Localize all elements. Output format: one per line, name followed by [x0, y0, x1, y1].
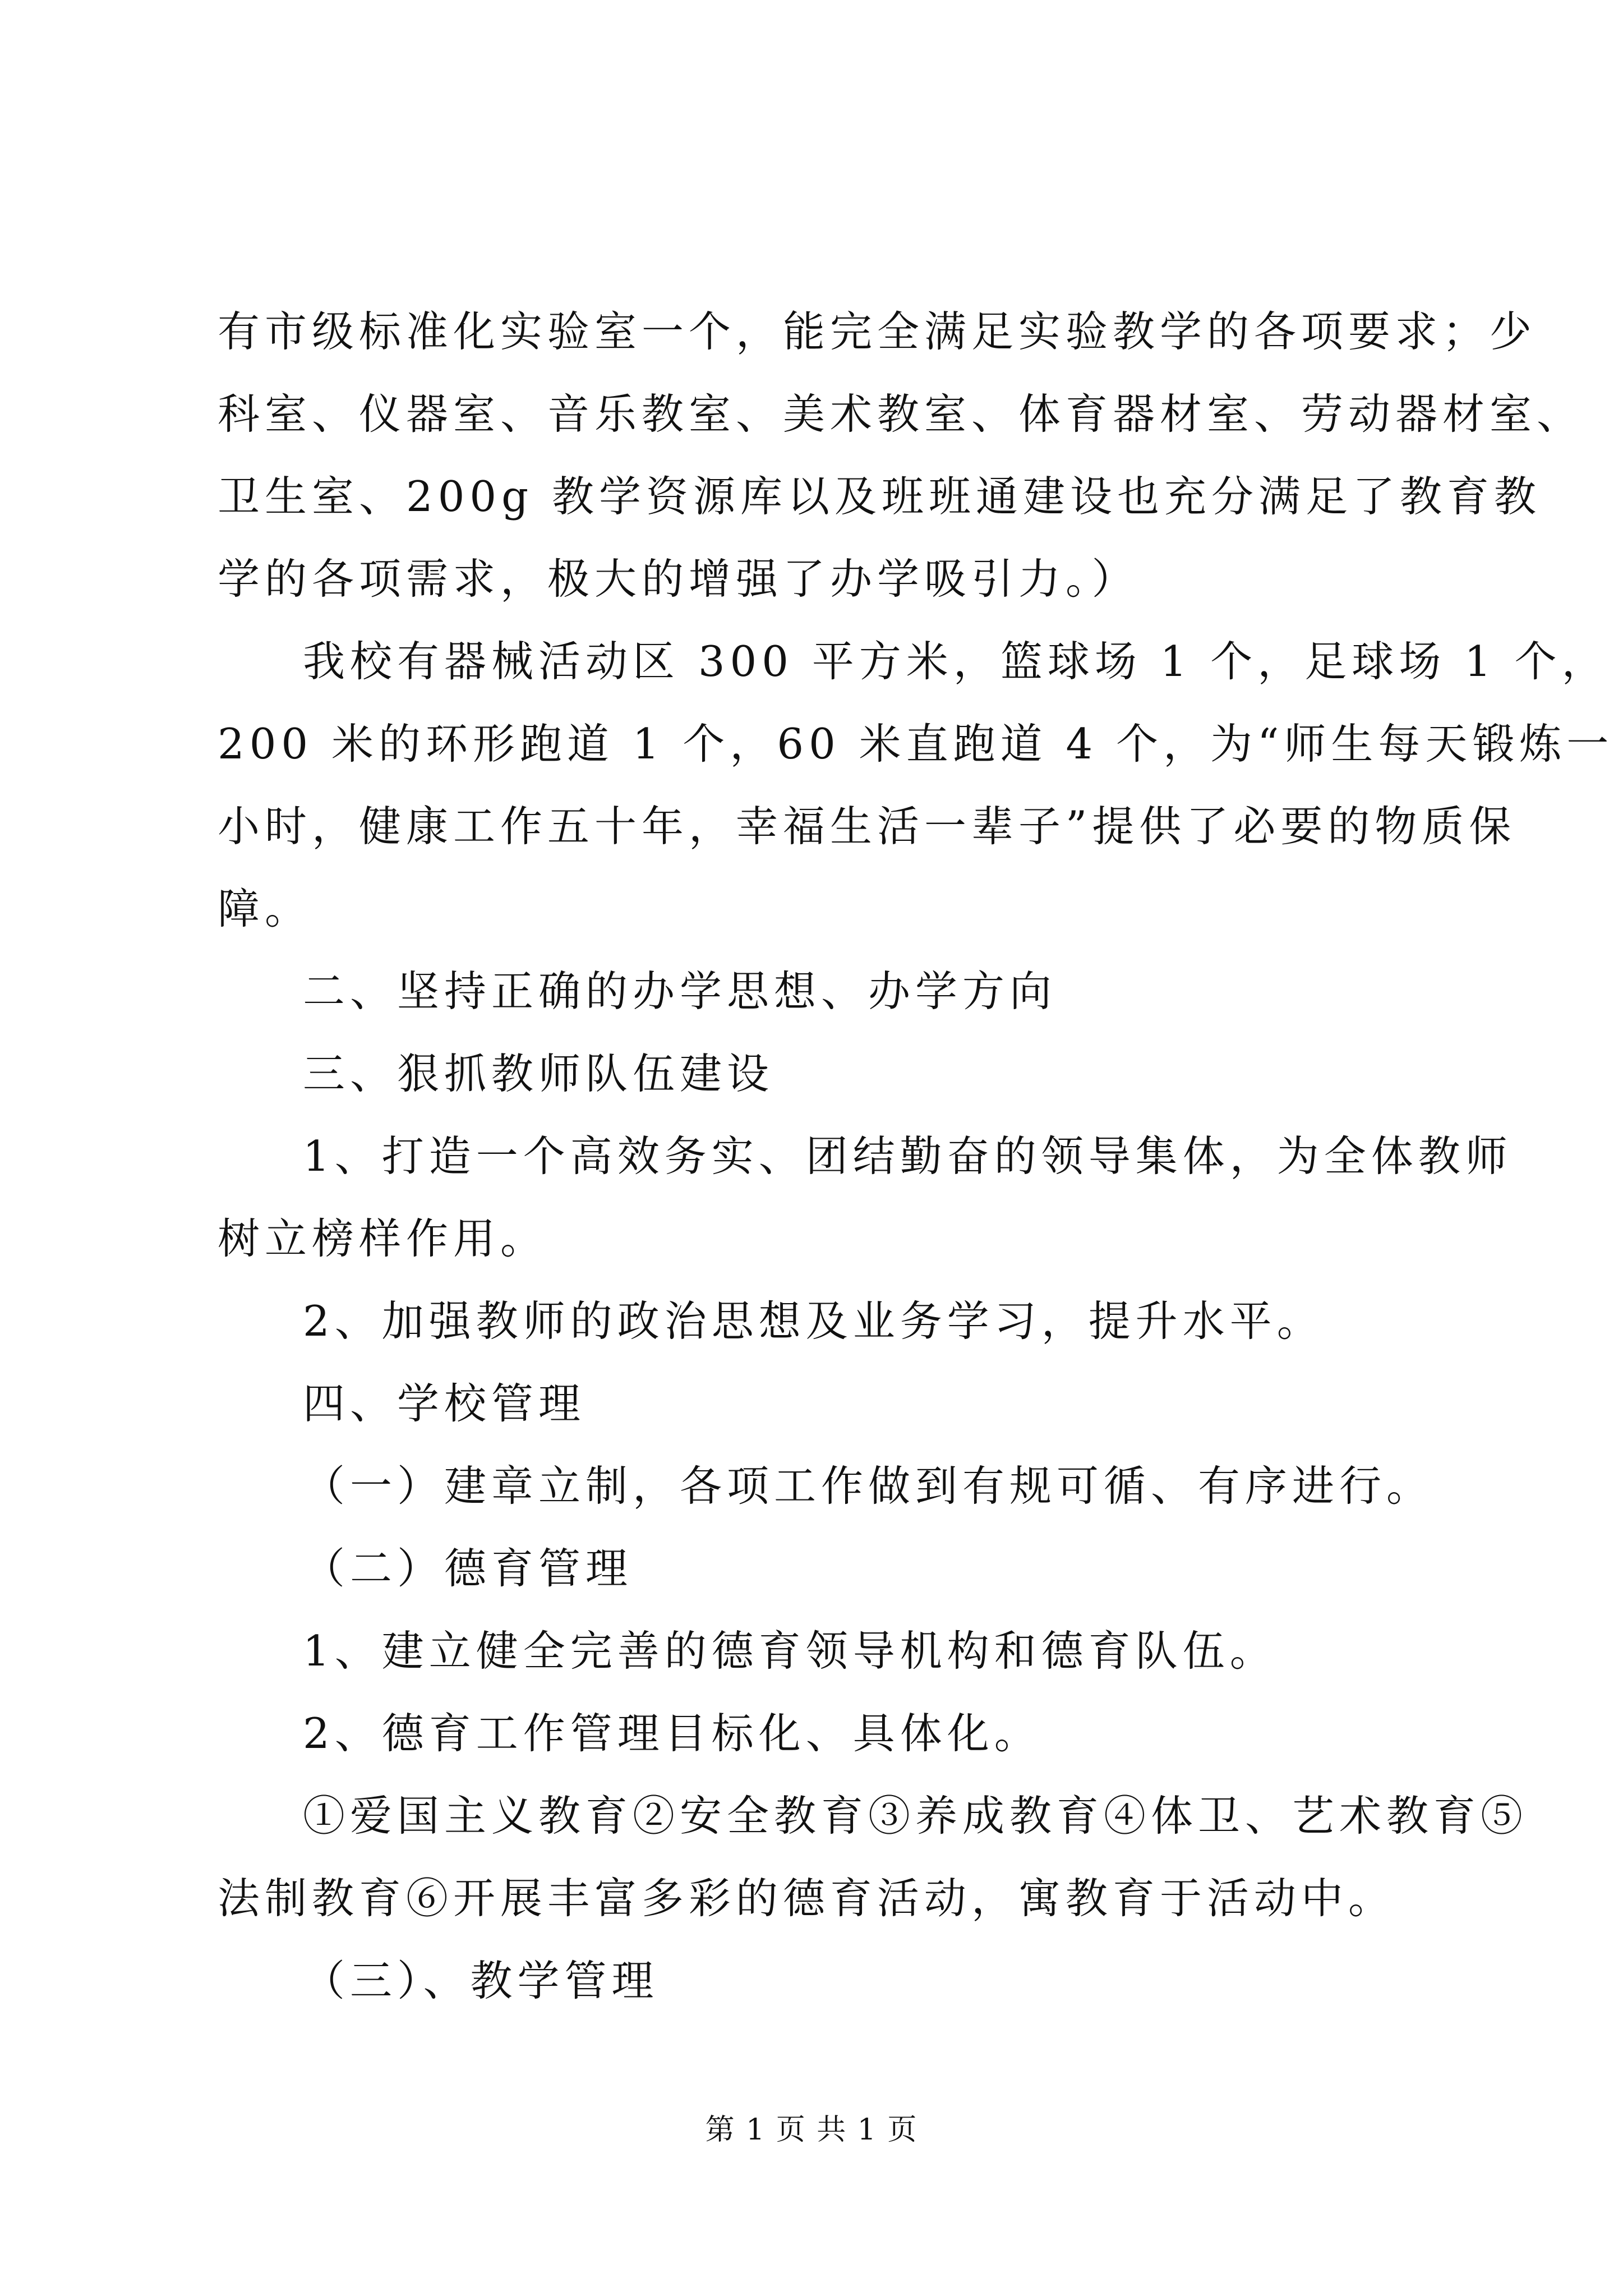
- paragraph-line: 有市级标准化实验室一个，能完全满足实验教学的各项要求；少: [218, 307, 1537, 356]
- paragraph-line: 200 米的环形跑道 1 个，60 米直跑道 4 个，为“师生每天锻炼一: [218, 719, 1614, 769]
- paragraph-line: 科室、仪器室、音乐教室、美术教室、体育器材室、劳动器材室、: [218, 389, 1584, 439]
- subsection-heading: （二）德育管理: [303, 1544, 633, 1593]
- subsection-heading: （三）、教学管理: [303, 1956, 659, 2005]
- section-heading: 二、坚持正确的办学思想、办学方向: [303, 967, 1057, 1016]
- paragraph-line: 法制教育⑥开展丰富多彩的德育活动，寓教育于活动中。: [218, 1874, 1396, 1923]
- paragraph-line: 1、打造一个高效务实、团结勤奋的领导集体，为全体教师: [303, 1131, 1513, 1181]
- paragraph-line: ①爱国主义教育②安全教育③养成教育④体卫、艺术教育⑤: [303, 1791, 1528, 1841]
- paragraph-line: 障。: [218, 884, 312, 933]
- section-heading: 四、学校管理: [303, 1379, 586, 1428]
- paragraph-line: （一）建章立制，各项工作做到有规可循、有序进行。: [303, 1461, 1434, 1511]
- paragraph-line: 卫生室、200g 教学资源库以及班班通建设也充分满足了教育教: [218, 472, 1542, 521]
- paragraph-line: 1、建立健全完善的德育领导机构和德育队伍。: [303, 1626, 1277, 1676]
- paragraph-line: 学的各项需求，极大的增强了办学吸引力。）: [218, 554, 1139, 604]
- paragraph-line: 2、加强教师的政治思想及业务学习，提升水平。: [303, 1296, 1324, 1346]
- page-number-footer: 第 1 页 共 1 页: [705, 2113, 918, 2147]
- paragraph-line: 2、德育工作管理目标化、具体化。: [303, 1709, 1041, 1758]
- paragraph-line: 树立榜样作用。: [218, 1214, 548, 1263]
- paragraph-line: 我校有器械活动区 300 平方米，篮球场 1 个，足球场 1 个，: [303, 637, 1609, 686]
- paragraph-line: 小时，健康工作五十年，幸福生活一辈子”提供了必要的物质保: [218, 802, 1516, 851]
- section-heading: 三、狠抓教师队伍建设: [303, 1049, 774, 1098]
